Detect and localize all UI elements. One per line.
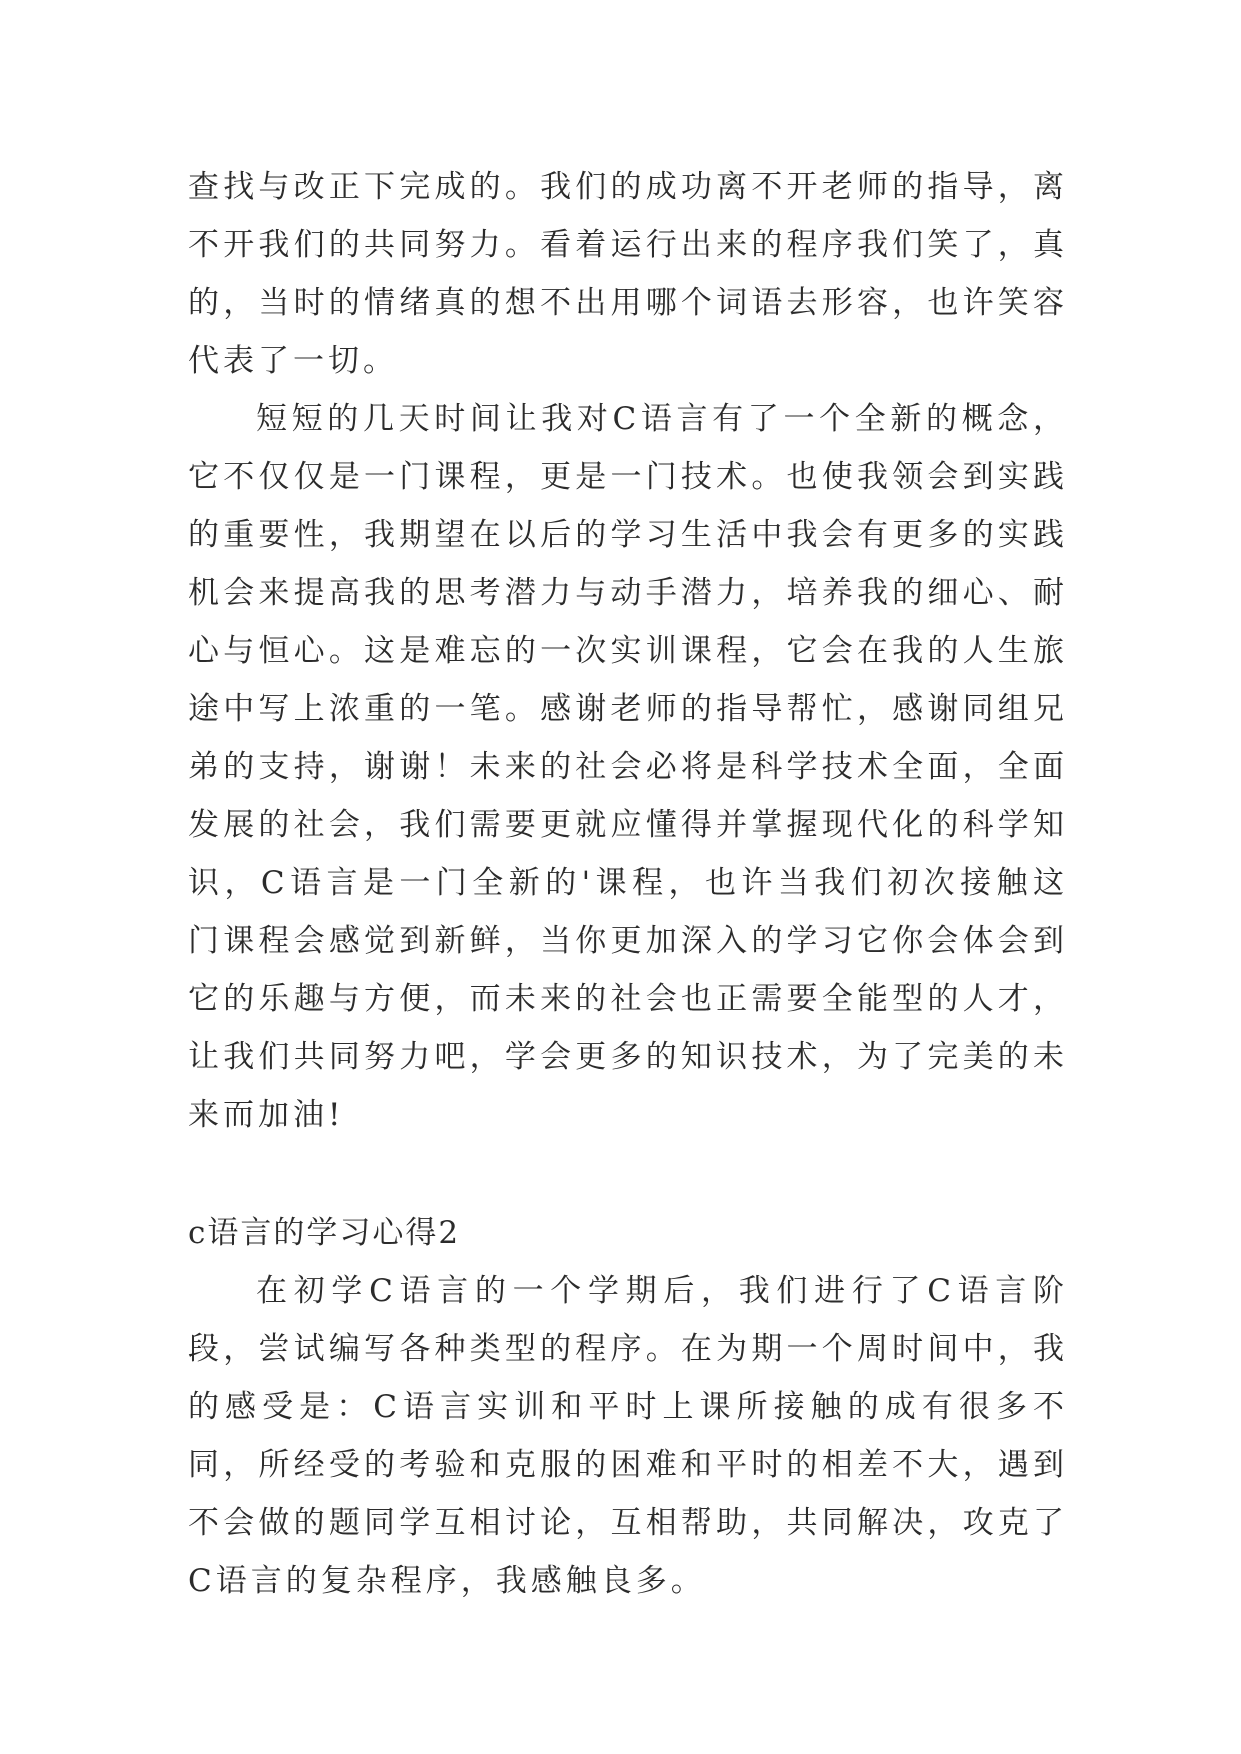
document-body	[188, 158, 1068, 1610]
paragraph-continuation: 查找与改正下完成的。我们的成功离不开老师的指导，离不开我们的共同努力。看着运行出来的程序我们笑了，真的，当时的情绪真的想不出用哪个词语去形容，也许笑容代表了一切。	[188, 169, 1068, 379]
paragraph-reflection: 短短的几天时间让我对C语言有了一个全新的概念，它不仅仅是一门课程，更是一门技术。也使我领会到实践的重要性，我期望在以后的学习生活中我会有更多的实践机会来提高我的思考潜力与动手潜力，培养我的细心、耐心与恒心。这是难忘的一次实训课程，它会在我的人生旅途中写上浓重的一笔。感谢老师的指导帮忙，感谢同组兄弟的支持，谢谢！未来的社会必将是科学技术全面，全面发展的社会，我们需要更就应懂得并掌握现代化的科学知识，C语言是一门全新的'课程，也许当我们初次接触这门课程会感觉到新鲜，当你更加深入的学习它你会体会到它的乐趣与方便，而未来的社会也正需要全能型的人才，让我们共同努力吧，学会更多的知识技术，为了完美的未来而加油!	[188, 401, 1068, 1133]
section-title: c语言的学习心得2	[188, 1215, 461, 1251]
paragraph-section2: 在初学C语言的一个学期后，我们进行了C语言阶段，尝试编写各种类型的程序。在为期一个周时间中，我的感受是：C语言实训和平时上课所接触的成有很多不同，所经受的考验和克服的困难和平时的相差不大，遇到不会做的题同学互相讨论，互相帮助，共同解决，攻克了C语言的复杂程序，我感触良多。	[188, 1273, 1068, 1599]
